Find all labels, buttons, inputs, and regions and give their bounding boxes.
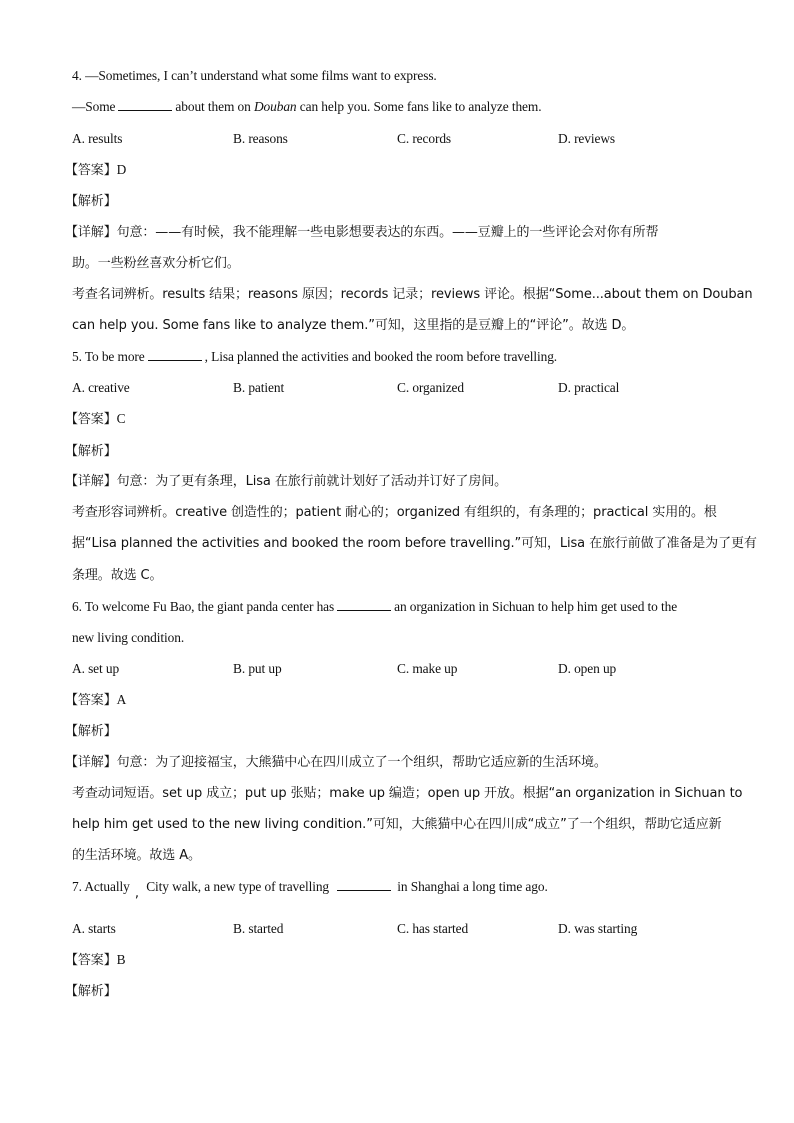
q7-stem-pre: 7. Actually <box>72 879 130 894</box>
q6-option-c: C. make up <box>397 661 458 676</box>
q4-detail-line-1 <box>65 223 722 243</box>
q6-option-b: B. put up <box>233 661 282 676</box>
q4-answer-tag: 【答案】 <box>65 163 117 178</box>
q5-detail-text-1: 句意：为了更有条理，Lisa 在旅行前就计划好了活动并订好了房间。 <box>116 474 508 489</box>
q4-blank <box>118 98 172 111</box>
q4-option-d: D. reviews <box>558 131 616 146</box>
q5-detail-line-3: 据“Lisa planned the activities and booked the room before travelling.”可知，Lisa 在旅行前做了准备是为了更有 <box>72 536 757 551</box>
q6-analysis-tag: 【解析】 <box>65 724 117 739</box>
q6-stem-pre: 6. To welcome Fu Bao, the giant panda center has <box>72 599 335 614</box>
q4-detail-tag: 【详解】 <box>65 225 117 240</box>
q6-detail-line-2: 考查动词短语。set up 成立；put up 张贴；make up 编造；open up 开放。根据“an organization in Sichuan to <box>72 786 743 801</box>
q4-stem-italic: Douban <box>253 99 297 114</box>
q5-detail-line-1 <box>65 472 722 492</box>
q4-stem-pre: —Some <box>72 99 116 114</box>
q6-detail-text-1: 句意：为了迎接福宝，大熊猫中心在四川成立了一个组织，帮助它适应新的生活环境。 <box>116 755 607 770</box>
q4-stem-mid: about them on <box>175 99 251 114</box>
q4-detail-line-4: can help you. Some fans like to analyze them.”可知，这里指的是豆瓣上的“评论”。故选 D。 <box>72 318 635 333</box>
q4-detail-line-2: 助。一些粉丝喜欢分析它们。 <box>72 256 240 271</box>
q7-option-a: A. starts <box>72 921 116 936</box>
q5-detail-tag: 【详解】 <box>65 474 117 489</box>
q7-answer-tag: 【答案】 <box>65 953 117 968</box>
q5-answer <box>65 409 722 430</box>
q5-option-c: C. organized <box>397 380 464 395</box>
q5-analysis-tag: 【解析】 <box>65 444 117 459</box>
q5-option-b: B. patient <box>233 380 285 395</box>
q6-stem-line-1 <box>72 597 722 617</box>
q5-answer-tag: 【答案】 <box>65 412 117 427</box>
q5-option-d: D. practical <box>558 380 620 395</box>
q7-analysis <box>65 981 722 1002</box>
q4-detail-line-3: 考查名词辨析。results 结果；reasons 原因；records 记录；reviews 评论。根据“Some...about them on Douban <box>72 287 753 302</box>
q6-analysis <box>65 721 722 742</box>
q7-stem-line-1 <box>72 877 722 901</box>
q6-detail-line-3: help him get used to the new living condition.”可知，大熊猫中心在四川成“成立”了一个组织，帮助它适应新 <box>72 817 722 832</box>
q4-stem-post: can help you. Some fans like to analyze them. <box>299 99 542 114</box>
q4-analysis <box>65 191 722 212</box>
q6-stem-line-2: new living condition. <box>72 630 185 645</box>
q6-blank <box>337 598 391 611</box>
q5-blank <box>148 348 202 361</box>
q4-answer <box>65 160 722 181</box>
q7-option-c: C. has started <box>397 921 469 936</box>
q6-answer-tag: 【答案】 <box>65 693 117 708</box>
q5-stem-line-1 <box>72 347 722 367</box>
q5-option-a: A. creative <box>72 380 130 395</box>
q7-option-d: D. was starting <box>558 921 638 936</box>
q7-stem-mid: City walk, a new type of travelling <box>146 879 330 894</box>
q6-stem-post: an organization in Sichuan to help him get used to the <box>394 599 678 614</box>
q6-detail-line-4: 的生活环境。故选 A。 <box>72 848 201 863</box>
q4-detail-text-1: 句意：——有时候，我不能理解一些电影想要表达的东西。——豆瓣上的一些评论会对你有所帮 <box>116 225 659 240</box>
q6-answer <box>65 690 722 711</box>
q4-analysis-tag: 【解析】 <box>65 194 117 209</box>
q7-answer <box>65 950 722 971</box>
q5-analysis <box>65 441 722 462</box>
q5-detail-line-4: 条理。故选 C。 <box>72 568 163 583</box>
q4-option-a: A. results <box>72 131 123 146</box>
q4-answer-value: D <box>116 162 127 177</box>
q5-stem-post: , Lisa planned the activities and booked the room before travelling. <box>204 349 558 364</box>
q5-stem-pre: 5. To be more <box>72 349 145 364</box>
q6-option-a: A. set up <box>72 661 120 676</box>
q7-option-b: B. started <box>233 921 284 936</box>
q7-stray-comma-mark: , <box>134 886 139 901</box>
q5-answer-value: C <box>116 411 126 426</box>
q6-option-d: D. open up <box>558 661 617 676</box>
q6-detail-line-1 <box>65 753 722 773</box>
q4-option-b: B. reasons <box>233 131 288 146</box>
q7-blank <box>337 878 391 891</box>
q6-answer-value: A <box>116 692 127 707</box>
q6-detail-tag: 【详解】 <box>65 755 117 770</box>
q7-analysis-tag: 【解析】 <box>65 984 117 999</box>
q5-detail-line-2: 考查形容词辨析。creative 创造性的；patient 耐心的；organized 有组织的，有条理的；practical 实用的。根 <box>72 505 717 520</box>
q7-answer-value: B <box>116 952 126 967</box>
q4-stem-line-1: 4. —Sometimes, I can’t understand what some films want to express. <box>72 68 437 83</box>
q7-stem-post: in Shanghai a long time ago. <box>397 879 548 894</box>
q4-option-c: C. records <box>397 131 452 146</box>
q4-stem-line-2 <box>72 97 722 117</box>
